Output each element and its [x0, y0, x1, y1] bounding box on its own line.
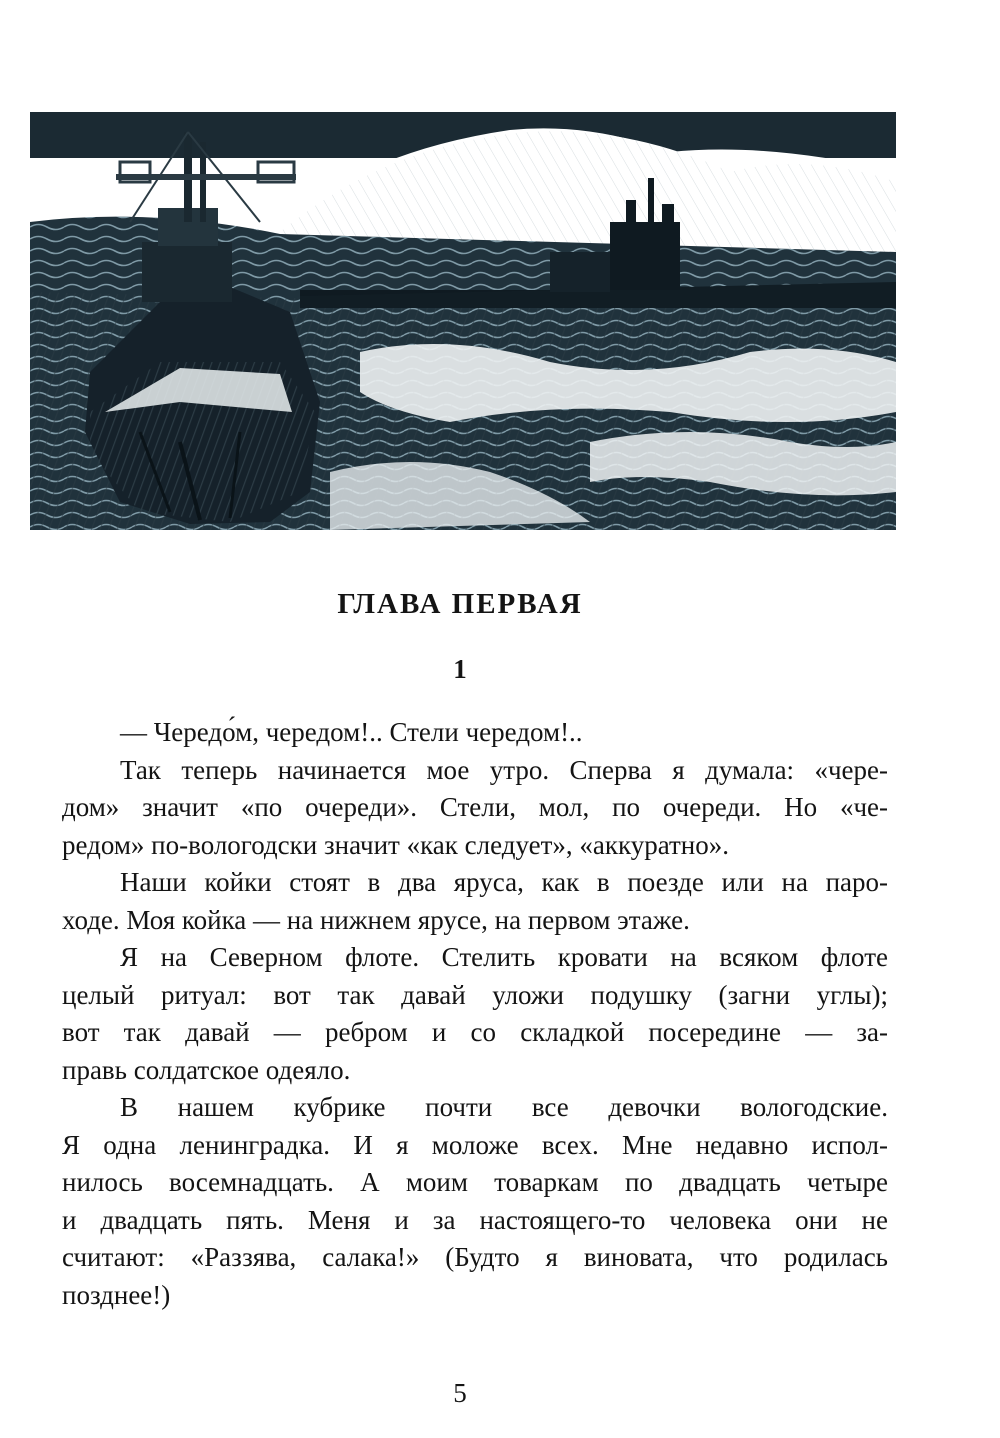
text-line: целый ритуал: вот так давай уложи подушку (загни углы); — [62, 979, 888, 1010]
warship-and-submarine-sketch-icon — [30, 112, 896, 530]
text-line: Так теперь начинается мое утро. Сперва я думала: «чере- — [120, 754, 888, 785]
text-line: дом» значит «по очереди». Стели, мол, по очереди. Но «че- — [62, 792, 888, 822]
text-line: Я на Северном флоте. Стелить кровати на всяком флоте — [120, 942, 888, 972]
text-line: и двадцать пять. Меня и за настоящего-то человека они не — [62, 1204, 888, 1235]
body-text — [62, 714, 888, 1314]
text-line: Я одна ленинградка. И я моложе всех. Мне недавно испол- — [62, 1129, 888, 1160]
text-line: Наши койки стоят в два яруса, как в поезде или на паро- — [120, 867, 888, 897]
text-line: позднее!) — [62, 1279, 171, 1310]
text-line: нилось восемнадцать. А моим товаркам по двадцать четыре — [62, 1167, 888, 1197]
chapter-title: ГЛАВА ПЕРВАЯ — [337, 588, 583, 620]
text-line: ходе. Моя койка — на нижнем ярусе, на первом этаже. — [62, 904, 690, 935]
text-line: В нашем кубрике почти все девочки вологодские. — [120, 1092, 888, 1122]
text-line: вот так давай — ребром и со складкой посередине — за- — [62, 1017, 888, 1047]
page-number: 5 — [453, 1378, 467, 1408]
chapter-illustration — [30, 112, 896, 530]
text-line: — Чередо́м, чередом!.. Стели чередом!.. — [120, 717, 583, 747]
section-number: 1 — [453, 654, 467, 684]
text-line: правь солдатское одеяло. — [62, 1054, 351, 1085]
text-line: считают: «Раззява, салака!» (Будто я виновата, что родилась — [62, 1242, 888, 1272]
text-line: редом» по-вологодски значит «как следует», «аккуратно». — [62, 829, 729, 860]
